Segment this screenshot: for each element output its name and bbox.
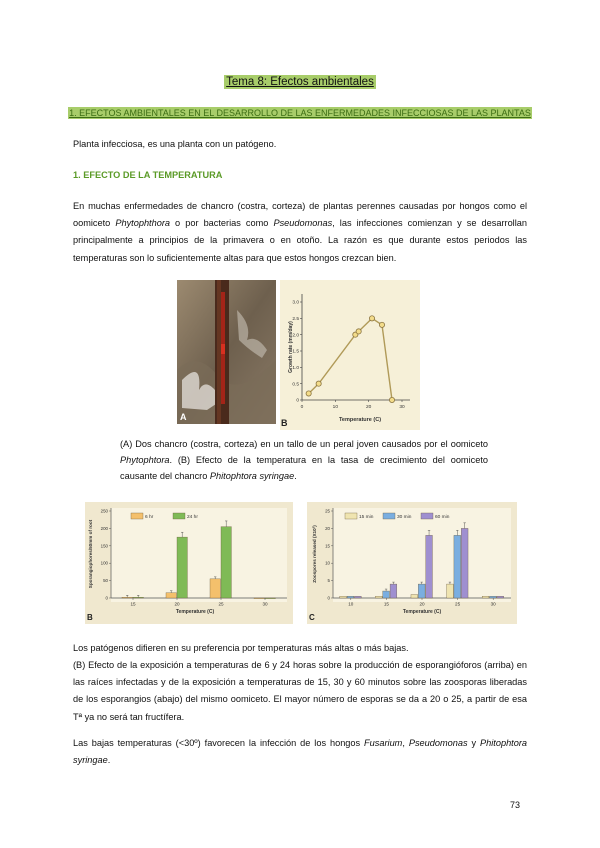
x-tick-label: 30: [262, 601, 268, 607]
stem-canker-photo: [177, 280, 276, 424]
x-tick-label: 20: [419, 601, 425, 607]
y-tick-label: 150: [100, 543, 108, 549]
section-heading: 1. EFECTOS AMBIENTALES EN EL DESARROLLO DE LAS ENFERMEDADES INFECCIOSAS DE LAS PLANTAS: [69, 108, 531, 118]
paragraph-3: (B) Efecto de la exposición a temperaturas de 6 y 24 horas sobre la producción de esporangióforos (arriba) en las raíces infectadas y de la exposición a temperaturas de 15, 30 y 60 minutos sobre las zoosporas liberadas de los esporangios (abajo) del mismo oomiceto. El mayor número de esporas se da a 20 o 25, a partir de esa Tª ya no será tan fructífera.: [73, 660, 527, 722]
data-point: [306, 391, 311, 396]
paragraph-4: Las bajas temperaturas (<30º) favorecen la infección de los hongos Fusarium, Pseudomonas y Phitophtora syringae.: [73, 738, 528, 766]
y-tick-label: 15: [325, 543, 330, 549]
zoospores-bar-chart: [307, 502, 517, 624]
paragraph-1: En muchas enfermedades de chancro (costra, corteza) de plantas perennes causadas por hongos como el oomiceto Phytophthora o por bacterias como Pseudomonas, las infecciones comienzan y se desarrollan principalmente a principios de la primavera o en otoño. La razón es que durante estos periodos las temperaturas son lo suficientemente altas para que estos hongos crezcan bien.: [73, 201, 527, 263]
y-tick-label: 20: [325, 525, 330, 531]
x-axis-label: Temperature (C): [402, 609, 442, 615]
legend-label: 6 hr: [145, 515, 154, 520]
y-tick-label: 2.5: [292, 316, 299, 322]
x-tick-label: 0: [300, 405, 304, 410]
y-tick-label: 0: [327, 595, 330, 601]
bar: [265, 598, 275, 599]
bar: [133, 597, 143, 598]
x-tick-label: 30: [490, 601, 496, 607]
legend-label: 15 min: [359, 515, 374, 520]
y-tick-label: 0: [296, 398, 299, 404]
data-point: [316, 381, 321, 386]
legend-swatch: [421, 513, 433, 519]
x-axis-label: Temperature (C): [175, 609, 215, 615]
bar: [447, 584, 454, 598]
y-tick-label: 1.5: [292, 349, 299, 355]
bar: [482, 596, 489, 598]
bar: [221, 527, 231, 598]
legend-swatch: [345, 513, 357, 519]
page-title: Tema 8: Efectos ambientales: [226, 76, 374, 88]
legend-label: 24 hr: [187, 515, 198, 520]
y-tick-label: 3.0: [292, 300, 299, 306]
sporangiophores-bar-chart: [85, 502, 293, 624]
legend-swatch: [131, 513, 143, 519]
paragraph-2: Los patógenos difieren en su preferencia por temperaturas más altas o más bajas.: [73, 643, 409, 653]
y-tick-label: 2.0: [292, 333, 299, 339]
panel-label-c: C: [309, 613, 315, 622]
bar: [254, 598, 264, 599]
y-tick-label: 250: [100, 508, 108, 514]
bar: [454, 535, 461, 598]
bar: [347, 596, 354, 598]
y-tick-label: 10: [325, 560, 330, 566]
y-tick-label: 0.5: [292, 382, 299, 388]
data-point: [389, 397, 394, 402]
bar: [210, 579, 220, 598]
data-point: [356, 329, 361, 334]
bar: [461, 528, 468, 598]
legend-swatch: [173, 513, 185, 519]
bar: [426, 535, 433, 598]
x-tick-label: 10: [348, 601, 354, 607]
y-axis-label: Growth rate (mm/day): [288, 321, 294, 373]
figure1-caption: (A) Dos chancro (costra, corteza) en un tallo de un peral joven causados por el oomiceto Phytophtora. (B) Efecto de la temperatura en la tasa de crecimiento del oomiceto causante del chancro Phitophtora syringae.: [120, 439, 488, 481]
bar: [354, 596, 361, 598]
y-tick-label: 5: [327, 578, 330, 584]
bar: [166, 593, 176, 598]
legend-swatch: [383, 513, 395, 519]
y-tick-label: 25: [325, 508, 330, 514]
y-axis-label: Zoospores released (X10³): [312, 525, 317, 583]
y-tick-label: 0: [105, 595, 108, 601]
bar: [411, 595, 418, 598]
bar: [418, 584, 425, 598]
bar: [375, 596, 382, 598]
y-axis-label: Sporangiophores/50mm of root: [88, 519, 93, 589]
subheading-temperature: 1. EFECTO DE LA TEMPERATURA: [73, 170, 223, 180]
bar: [383, 591, 390, 598]
y-tick-label: 200: [100, 525, 108, 531]
x-tick-label: 15: [130, 601, 136, 607]
legend-label: 30 min: [397, 515, 412, 520]
bar: [177, 537, 187, 598]
x-axis-label: Temperature (C): [338, 417, 382, 423]
y-tick-label: 50: [103, 578, 108, 584]
bar: [497, 596, 504, 598]
y-tick-label: 100: [100, 560, 108, 566]
data-point: [369, 316, 374, 321]
x-tick-label: 25: [218, 601, 224, 607]
x-tick-label: 20: [174, 601, 180, 607]
data-point: [379, 322, 384, 327]
definition-paragraph: Planta infecciosa, es una planta con un patógeno.: [73, 139, 277, 149]
bar: [122, 597, 132, 598]
x-tick-label: 10: [332, 405, 339, 410]
growth-rate-line-chart: [280, 280, 420, 430]
panel-label-b: B: [87, 613, 93, 622]
x-tick-label: 20: [365, 405, 372, 410]
bar: [390, 584, 397, 598]
bar: [490, 596, 497, 598]
page-number: 73: [510, 800, 521, 810]
figure-label-a: A: [180, 412, 187, 422]
legend-label: 60 min: [435, 515, 450, 520]
x-tick-label: 15: [383, 601, 389, 607]
bar: [340, 596, 347, 598]
figure-label-b: B: [281, 418, 288, 428]
x-tick-label: 25: [455, 601, 461, 607]
y-tick-label: 1.0: [292, 365, 299, 371]
x-tick-label: 30: [399, 405, 405, 410]
